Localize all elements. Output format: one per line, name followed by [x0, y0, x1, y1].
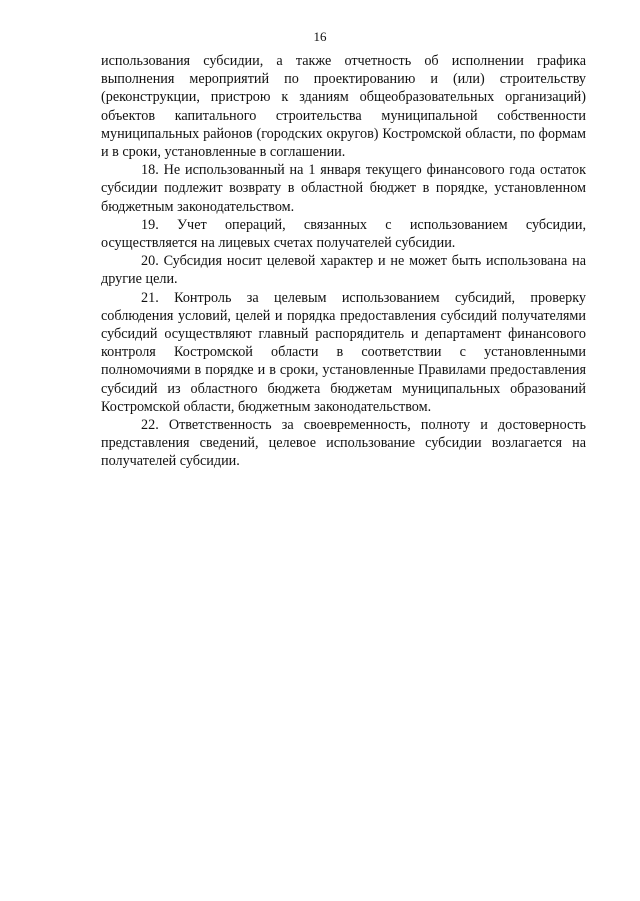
paragraph-20: 20. Субсидия носит целевой характер и не может быть использована на другие цели.	[101, 253, 586, 288]
document-body	[101, 52, 586, 471]
paragraph-19: 19. Учет операций, связанных с использованием субсидии, осуществляется на лицевых счетах получателей субсидии.	[101, 216, 586, 252]
paragraph-22: 22. Ответственность за своевременность, полноту и достоверность представления сведений, целевое использование субсидии возлагается на получателей субсидии.	[101, 417, 586, 470]
paragraph-21: 21. Контроль за целевым использованием субсидий, проверку соблюдения условий, целей и порядка предоставления субсидий получателями субсидий осуществляют главный распорядитель и департамент финансового контроля Костромской области в соответствии с установленными полномочиями в порядке и в сроки, установленные Правилами предоставления субсидий из областного бюджета бюджетам муниципальных образований Костромской области, бюджетным законодательством.	[101, 289, 586, 415]
paragraph-continuation: использования субсидии, а также отчетность об исполнении графика выполнения мероприятий по проектированию и (или) строительству (реконструкции, пристрою к зданиям общеобразовательных организаций) объектов капитального строительства муниципальной собственности муниципальных районов (городских округов) Костромской области, по формам и в сроки, установленные в соглашении.	[101, 53, 586, 161]
page-number: 16	[313, 29, 327, 44]
paragraph-18: 18. Не использованный на 1 января текущего финансового года остаток субсидии подлежит возврату в областной бюджет в порядке, установленном бюджетным законодательством.	[101, 162, 586, 215]
